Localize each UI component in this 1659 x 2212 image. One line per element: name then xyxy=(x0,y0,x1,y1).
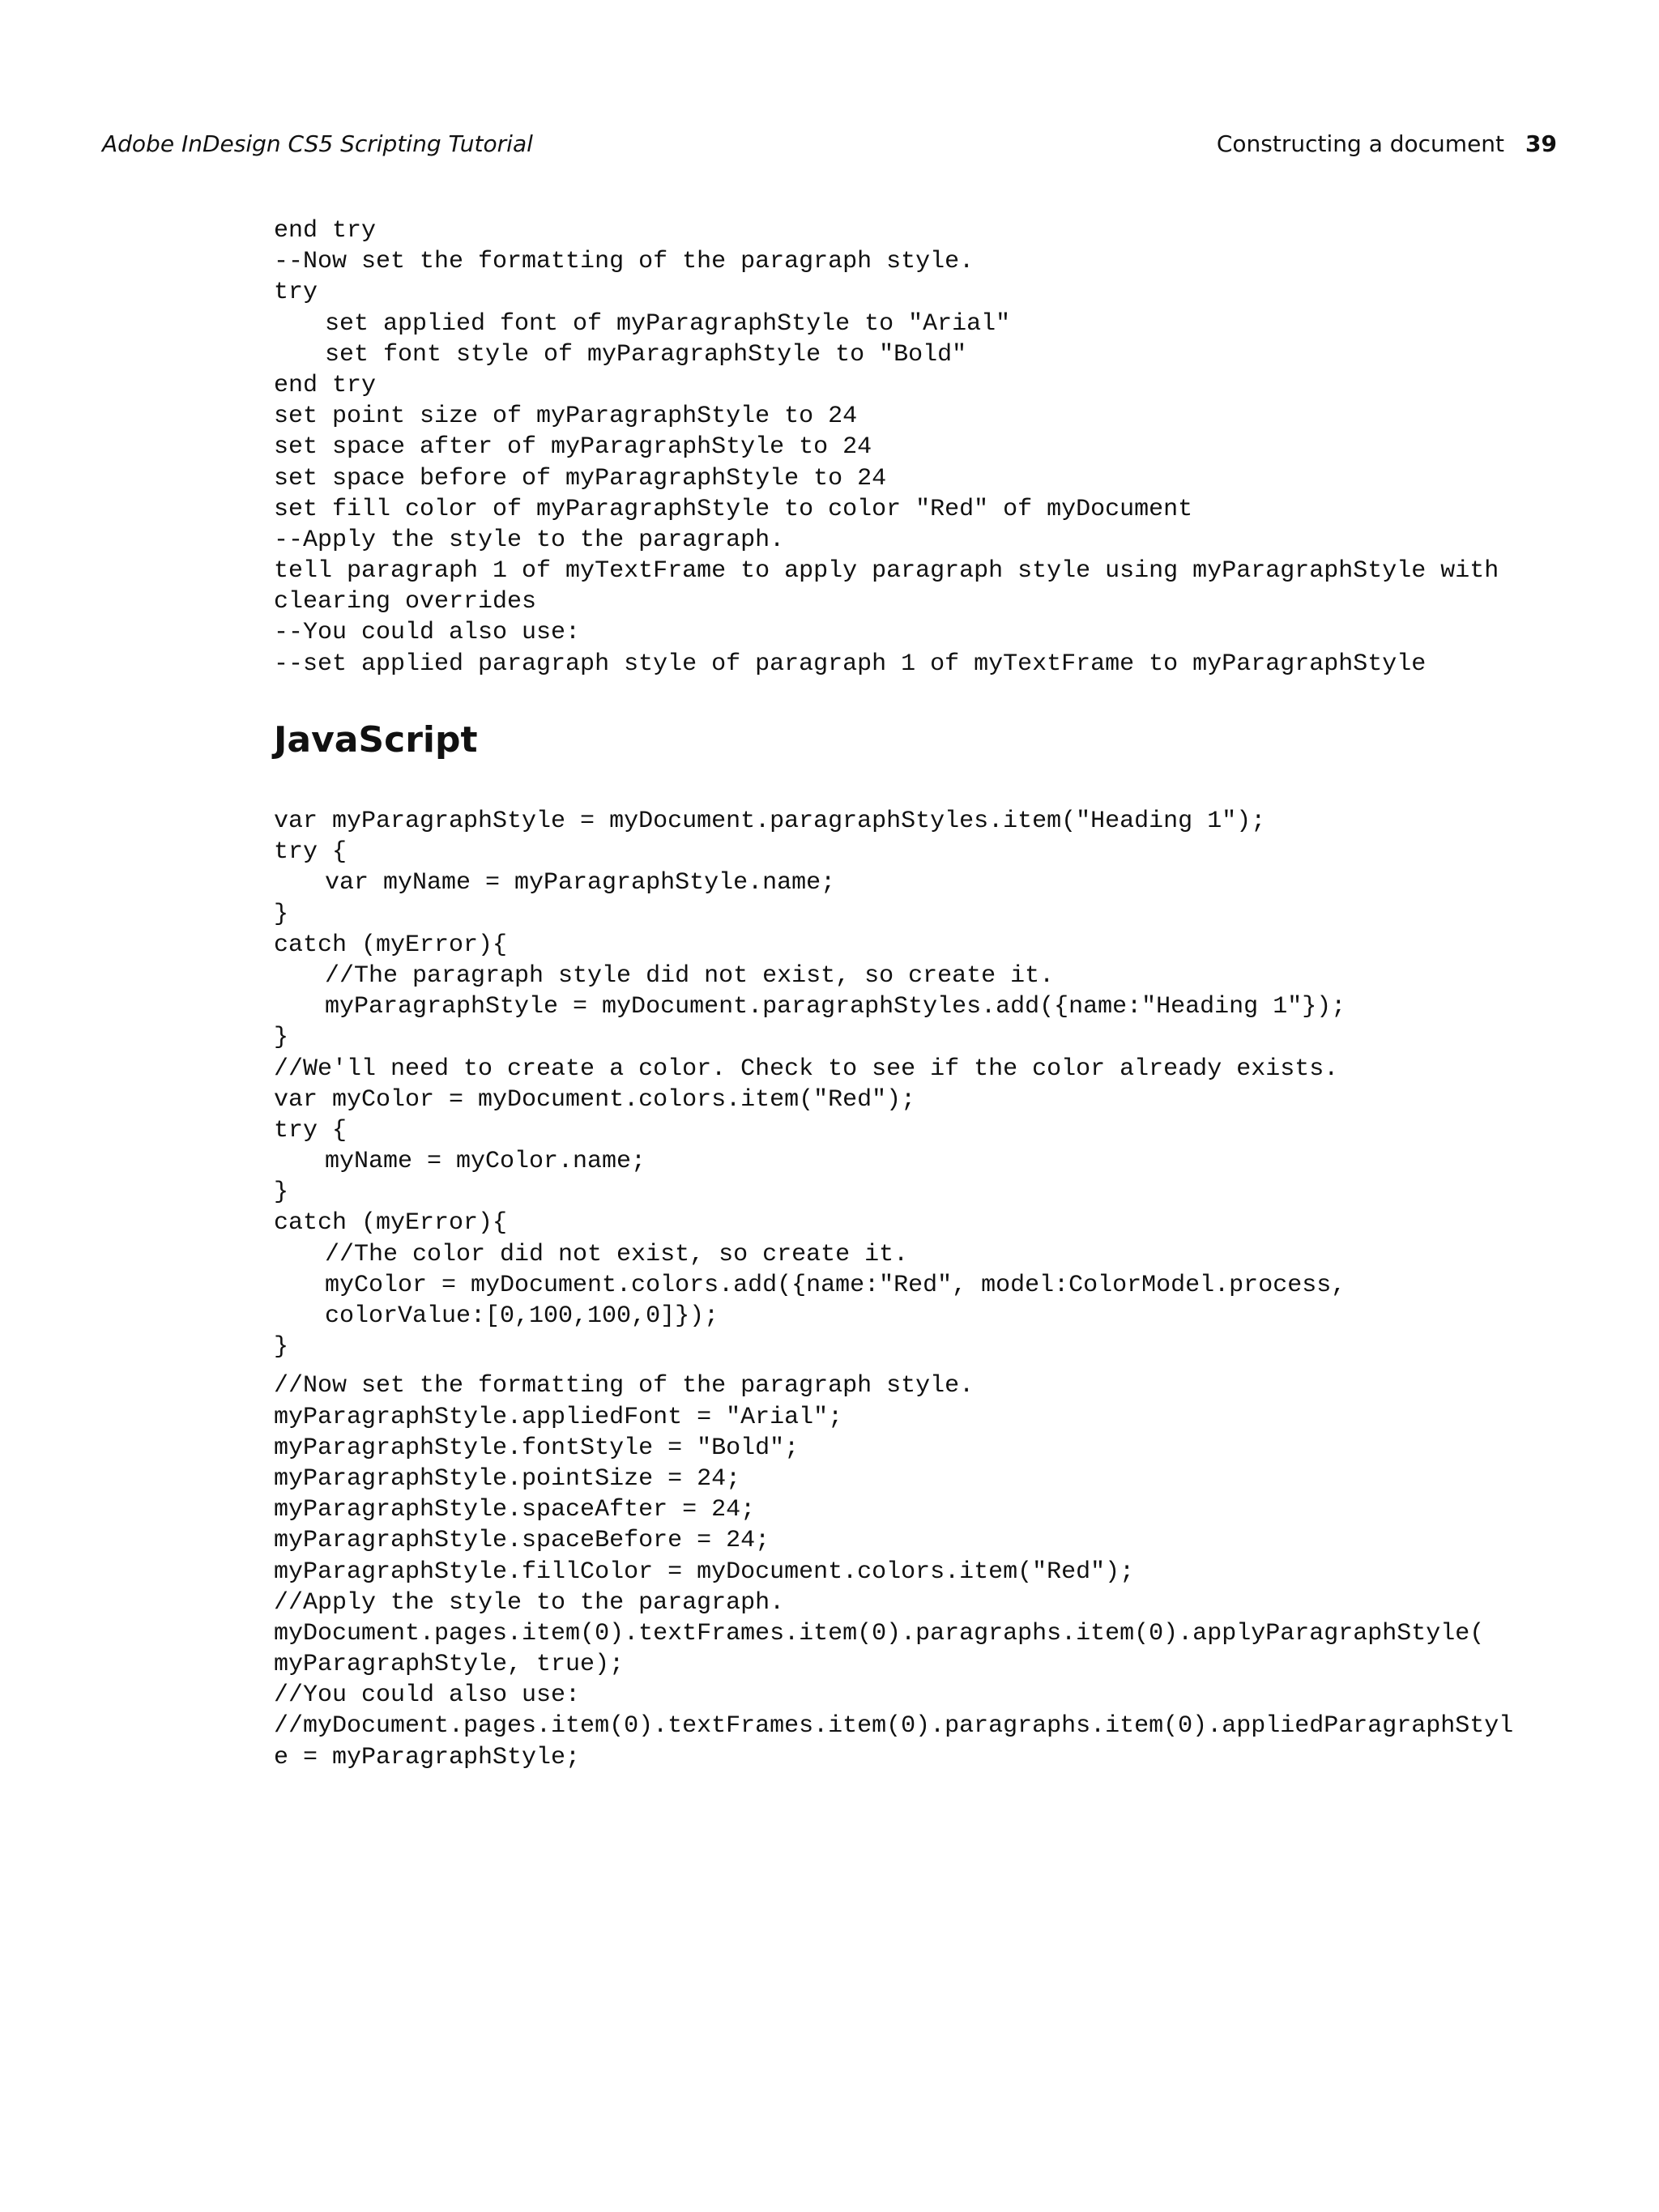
code-line: //Now set the formatting of the paragraph style. xyxy=(274,1372,975,1400)
header-right xyxy=(1217,128,1557,160)
code-line: set point size of myParagraphStyle to 24 xyxy=(274,403,858,431)
code-line: colorValue:[0,100,100,0]}); xyxy=(325,1302,719,1330)
code-line: e = myParagraphStyle; xyxy=(274,1743,581,1771)
code-line: var myName = myParagraphStyle.name; xyxy=(325,869,836,897)
code-line: myName = myColor.name; xyxy=(325,1148,646,1176)
code-line: myParagraphStyle.spaceAfter = 24; xyxy=(274,1496,756,1524)
javascript-section-heading: JavaScript xyxy=(274,719,478,761)
code-line: myParagraphStyle.fillColor = myDocument.colors.item("Red"); xyxy=(274,1558,1135,1586)
code-line: //You could also use: xyxy=(274,1681,581,1710)
code-line: } xyxy=(274,1333,289,1362)
code-line: try { xyxy=(274,1116,348,1144)
code-line: //The color did not exist, so create it. xyxy=(325,1240,909,1268)
section-title: Constructing a document xyxy=(1216,130,1505,157)
code-line: try { xyxy=(274,838,348,867)
code-line: clearing overrides xyxy=(274,588,537,616)
code-line: //The paragraph style did not exist, so create it. xyxy=(325,961,1055,990)
code-line: set space after of myParagraphStyle to 24 xyxy=(274,433,872,462)
code-line: } xyxy=(274,900,289,928)
page-number: 39 xyxy=(1525,130,1557,157)
code-line: myParagraphStyle.appliedFont = "Arial"; xyxy=(274,1403,843,1431)
code-line: --Apply the style to the paragraph. xyxy=(274,526,785,554)
code-line: myDocument.pages.item(0).textFrames.item(0).paragraphs.item(0).applyParagraphStyle( xyxy=(274,1619,1485,1647)
applescript-code-block xyxy=(274,215,1499,680)
code-line: myParagraphStyle.fontStyle = "Bold"; xyxy=(274,1434,800,1462)
code-line: } xyxy=(274,1024,289,1052)
document-title: Adobe InDesign CS5 Scripting Tutorial xyxy=(102,130,533,157)
code-line: myParagraphStyle, true); xyxy=(274,1651,625,1679)
code-line: //Apply the style to the paragraph. xyxy=(274,1588,785,1617)
code-line: end try xyxy=(274,217,377,245)
code-line: --set applied paragraph style of paragraph 1 of myTextFrame to myParagraphStyle xyxy=(274,650,1427,678)
code-line: myParagraphStyle.pointSize = 24; xyxy=(274,1464,741,1493)
code-line: catch (myError){ xyxy=(274,1209,508,1238)
code-line: var myColor = myDocument.colors.item("Red"); xyxy=(274,1085,916,1114)
code-line: //We'll need to create a color. Check to see if the color already exists. xyxy=(274,1055,1339,1083)
code-line: --Now set the formatting of the paragraph style. xyxy=(274,248,975,276)
code-line: //myDocument.pages.item(0).textFrames.item(0).paragraphs.item(0).appliedParagraphStyl xyxy=(274,1712,1514,1741)
page-header xyxy=(102,128,1557,160)
code-line: try xyxy=(274,279,318,307)
code-line: catch (myError){ xyxy=(274,931,508,959)
code-line: set space before of myParagraphStyle to 24 xyxy=(274,464,887,492)
code-line: --You could also use: xyxy=(274,619,581,647)
code-line: set applied font of myParagraphStyle to "Arial" xyxy=(325,309,1011,338)
code-line: } xyxy=(274,1178,289,1207)
code-line: myParagraphStyle.spaceBefore = 24; xyxy=(274,1527,770,1555)
code-line: myParagraphStyle = myDocument.paragraphStyles.add({name:"Heading 1"}); xyxy=(325,993,1346,1021)
code-line: set fill color of myParagraphStyle to color "Red" of myDocument xyxy=(274,495,1193,523)
code-line: set font style of myParagraphStyle to "Bold" xyxy=(325,340,967,369)
javascript-code-block xyxy=(274,806,1513,1773)
code-line: myColor = myDocument.colors.add({name:"Red", model:ColorModel.process, xyxy=(325,1271,1346,1299)
code-line: end try xyxy=(274,371,377,399)
code-line: var myParagraphStyle = myDocument.paragraphStyles.item("Heading 1"); xyxy=(274,808,1266,835)
code-line: tell paragraph 1 of myTextFrame to apply paragraph style using myParagraphStyle with xyxy=(274,557,1499,586)
